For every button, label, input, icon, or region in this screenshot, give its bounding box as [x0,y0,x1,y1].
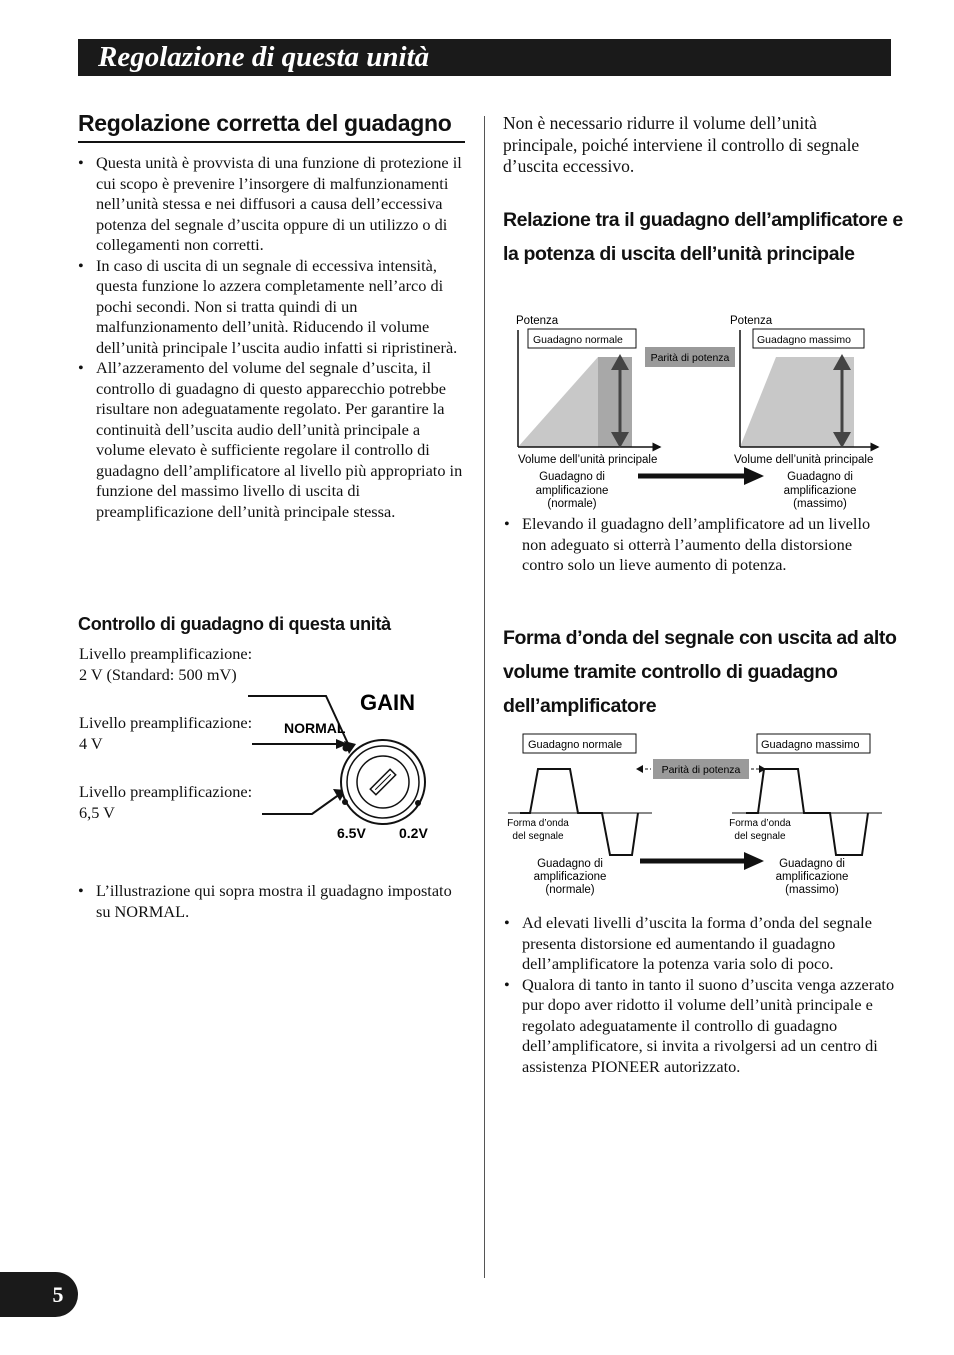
normal-text: NORMAL [284,720,346,736]
list-item: • Questa unità è provvista di una funzione di protezione il cui scopo è prevenire l’insorgere di malfunzionamenti nell’unità stessa e nei diffusori a causa dell’eccessiva potenza del segnale d’uscita oppure di un utilizzo o di collegamenti non corretti. [78,153,465,256]
waveform-label: del segnale [734,831,786,842]
section-title: Regolazione corretta del guadagno [78,110,465,143]
gain-normal-caption: amplificazione [533,871,607,883]
waveform-subtitle: Forma d’onda del segnale con uscita ad alto volume tramite controllo di guadagno dell’amplificatore [503,627,897,717]
gain-normal-caption: (normale) [547,498,597,510]
list-item: • Qualora di tanto in tanto il suono d’uscita venga azzerato pur dopo aver ridotto il volume dell’unità principale e regolato adeguatamente il controllo di guadagno dell’amplificatore, si invita a rivolgersi ad un centro di assistenza PIONEER autorizzato. [504,975,896,1078]
parity-label: Parità di potenza [661,764,741,776]
power-subtitle: Relazione tra il guadagno dell’amplificatore e la potenza di uscita dell’unità principale [503,209,903,265]
waveform-label: Forma d’onda [729,818,791,829]
normal-gain-box: Guadagno normale [533,334,623,346]
page-number-tab [0,1272,78,1317]
gain-increase-arrow [744,467,764,485]
normal-gain-box: Guadagno normale [528,739,623,751]
list-item: • In caso di uscita di un segnale di eccessiva intensità, questa funzione lo azzera completamente nell’arco di pochi secondi. Non si tratta quindi di un malfunzionamento dell’unità. Riducendo il volume dell’unità principale l’uscita audio infatti si ripristinerà. [78,256,465,359]
gain-max-caption: Guadagno di [779,858,845,870]
list-item: • L’illustrazione qui sopra mostra il guadagno impostato su NORMAL. [78,881,465,922]
gain-label-6-5v: Livello preamplificazione: 6,5 V [79,782,253,822]
max-gain-box: Guadagno massimo [757,334,851,346]
max-gain-box: Guadagno massimo [761,739,860,751]
gain-normal-caption: Guadagno di [539,471,605,483]
max-gain-text: 0.2V [399,825,428,841]
normal-waveform [520,769,638,855]
power-gain-diagram [500,308,900,513]
gain-max-caption: Guadagno di [787,471,853,483]
gain-label-2v: Livello preamplificazione: 2 V (Standard: 500 mV) [79,644,253,684]
waveform-bullet-list [504,913,896,1077]
volume-axis-label: Volume dell’unità principale [734,454,874,466]
list-item: • Elevando il guadagno dell’amplificatore ad un livello non adeguato si otterrà l’aumento della distorsione contro solo un lieve aumento di potenza. [504,514,894,576]
gain-normal-caption: (normale) [545,884,595,896]
list-item: • All’azzeramento del volume del segnale d’uscita, il controllo di guadagno di questo apparecchio potrebbe risultare non adeguatamente regolato. Per garantire la continuità dell’uscita audio dell’unità principale a volume elevato è sufficiente regolare il controllo di guadagno dell’amplificatore al livello più appropriato in funzione del massimo livello di uscita di preamplificazione dell’unità principale stessa. [78,358,465,522]
volume-axis-label: Volume dell’unità principale [518,454,658,466]
gain-text: GAIN [360,690,415,715]
gain-max-caption: amplificazione [775,871,849,883]
gain-normal-caption: Guadagno di [537,858,603,870]
waveform-label: del segnale [512,831,564,842]
gain-increase-arrow [744,852,764,870]
waveform-label: Forma d’onda [507,818,569,829]
gain-normal-caption: amplificazione [535,485,609,497]
gain-max-caption: (massimo) [785,884,839,896]
chapter-title: Regolazione di questa unità [98,41,430,73]
waveform-diagram [500,728,900,900]
list-item: • Ad elevati livelli d’uscita la forma d’onda del segnale presenta distorsione ed aumentando il guadagno dell’amplificatore la potenza varia solo di poco. [504,913,896,975]
power-axis-label: Potenza [516,315,559,327]
gain-max-caption: (massimo) [793,498,847,510]
min-gain-text: 6.5V [337,825,366,841]
illustration-note [78,881,465,922]
distortion-note [504,514,894,576]
page-number: 5 [52,1282,64,1307]
power-axis-label: Potenza [730,315,773,327]
gain-label-4v: Livello preamplificazione: 4 V [79,713,253,753]
gain-control-subtitle: Controllo di guadagno di questa unità [78,614,391,634]
gain-max-caption: amplificazione [783,485,857,497]
parity-label: Parità di potenza [650,352,730,364]
max-waveform [746,769,868,855]
intro-paragraph: Non è necessario ridurre il volume dell’unità principale, poiché interviene il controllo di segnale d’uscita eccessivo. [503,113,860,176]
